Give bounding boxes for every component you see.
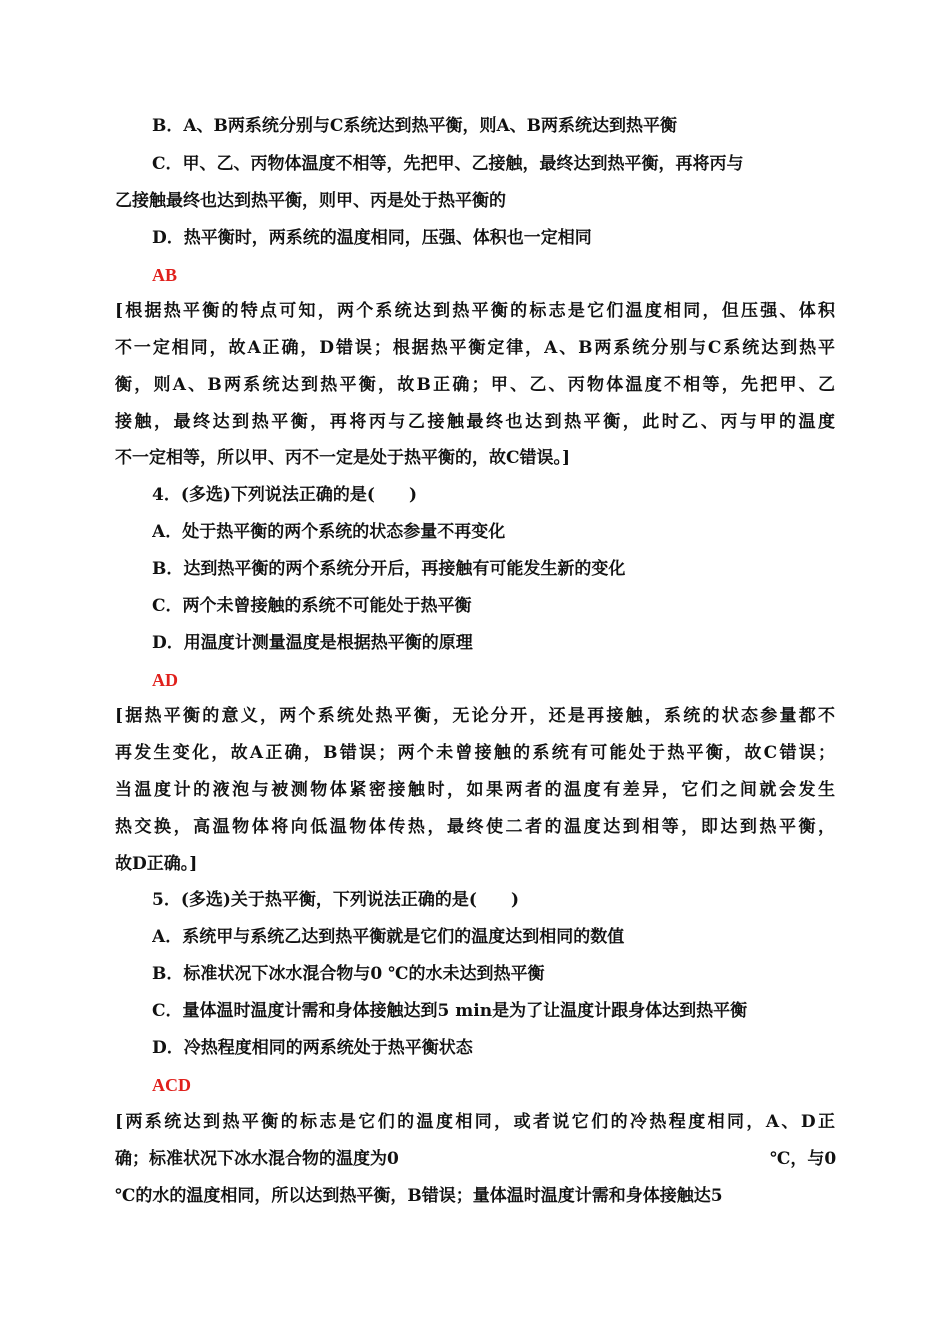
explanation-q4-line3: 当温度计的液泡与被测物体紧密接触时，如果两者的温度有差异，它们之间就会发生 [115, 780, 835, 800]
option-c-q4: C．两个未曾接触的系统不可能处于热平衡 [152, 596, 472, 616]
explanation-q5-line3: ℃的水的温度相同，所以达到热平衡，B错误；量体温时温度计需和身体接触达5 [115, 1186, 723, 1206]
option-b-q5: B．标准状况下冰水混合物与0 ℃的水未达到热平衡 [152, 964, 545, 984]
question-5-stem: 5．(多选)关于热平衡，下列说法正确的是( ) [152, 890, 520, 910]
explanation-q3-line3: 衡，则A、B两系统达到热平衡，故B正确；甲、乙、丙物体温度不相等，先把甲、乙 [115, 375, 835, 395]
option-a-q5: A．系统甲与系统乙达到热平衡就是它们的温度达到相同的数值 [152, 927, 625, 947]
explanation-q5-line2-left: 确；标准状况下冰水混合物的温度为0 [115, 1149, 399, 1169]
answer-q3: AB [152, 265, 178, 285]
option-c-q3-line2: 乙接触最终也达到热平衡，则甲、丙是处于热平衡的 [115, 191, 506, 211]
option-b-q4: B．达到热平衡的两个系统分开后，再接触有可能发生新的变化 [152, 559, 626, 579]
explanation-q3-line5: 不一定相等，所以甲、丙不一定是处于热平衡的，故C错误。] [115, 448, 571, 468]
explanation-q4-line1: [据热平衡的意义，两个系统处热平衡，无论分开，还是再接触，系统的状态参量都不 [115, 706, 835, 726]
explanation-q4-line4: 热交换，高温物体将向低温物体传热，最终使二者的温度达到相等，即达到热平衡， [115, 817, 835, 837]
option-d-q5: D．冷热程度相同的两系统处于热平衡状态 [152, 1038, 473, 1058]
explanation-q3-line4: 接触，最终达到热平衡，再将丙与乙接触最终也达到热平衡，此时乙、丙与甲的温度 [115, 412, 835, 432]
explanation-q5-line2-right: ℃，与0 [770, 1149, 837, 1169]
option-b-q3: B．A、B两系统分别与C系统达到热平衡，则A、B两系统达到热平衡 [152, 116, 678, 136]
explanation-q4-line5: 故D正确。] [115, 854, 198, 874]
question-4-stem: 4．(多选)下列说法正确的是( ) [152, 485, 418, 505]
explanation-q3-line2: 不一定相同，故A正确，D错误；根据热平衡定律，A、B两系统分别与C系统达到热平 [115, 338, 835, 358]
option-c-q3-line1: C．甲、乙、丙物体温度不相等，先把甲、乙接触，最终达到热平衡，再将丙与 [152, 154, 744, 174]
answer-q4: AD [152, 670, 178, 690]
option-c-q5: C．量体温时温度计需和身体接触达到5 min是为了让温度计跟身体达到热平衡 [152, 1001, 748, 1021]
option-d-q4: D．用温度计测量温度是根据热平衡的原理 [152, 633, 473, 653]
explanation-q3-line1: [根据热平衡的特点可知，两个系统达到热平衡的标志是它们温度相同，但压强、体积 [115, 301, 835, 321]
explanation-q5-line1: [两系统达到热平衡的标志是它们的温度相同，或者说它们的冷热程度相同，A、D正 [115, 1112, 835, 1132]
option-a-q4: A．处于热平衡的两个系统的状态参量不再变化 [152, 522, 506, 542]
answer-q5: ACD [152, 1075, 191, 1095]
explanation-q4-line2: 再发生变化，故A正确，B错误；两个未曾接触的系统有可能处于热平衡，故C错误； [115, 743, 835, 763]
option-d-q3: D．热平衡时，两系统的温度相同，压强、体积也一定相同 [152, 228, 592, 248]
